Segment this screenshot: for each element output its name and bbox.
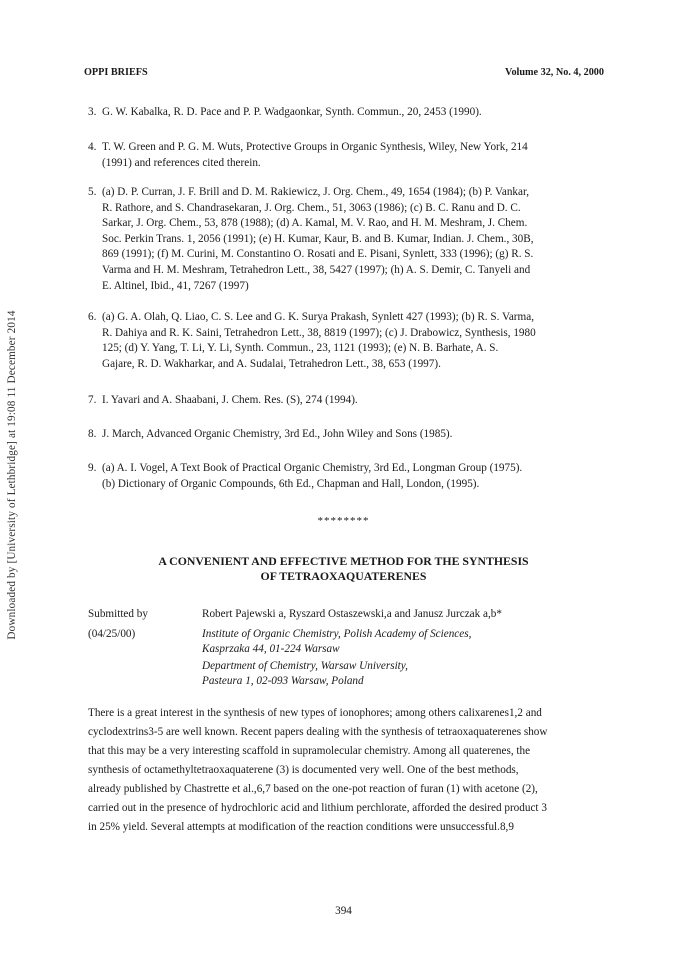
volume-info: Volume 32, No. 4, 2000 xyxy=(505,67,604,78)
article-body xyxy=(88,704,613,837)
reference-line: 869 (1991); (f) M. Curini, M. Constantino O. Rosati and E. Pisani, Synlett, 333 (1996); (g) R. S. xyxy=(102,248,534,261)
reference-line: (b) Dictionary of Organic Compounds, 6th Ed., Chapman and Hall, London, (1995). xyxy=(102,477,480,490)
affiliation-b xyxy=(202,659,408,688)
reference-line: R. Rathore, and S. Chandrasekaran, J. Org. Chem., 51, 3063 (1986); (c) B. C. Ranu and D. C. xyxy=(102,201,521,214)
reference-line: Gajare, R. D. Wakharkar, and A. Sudalai, Tetrahedron Lett., 38, 653 (1997). xyxy=(102,357,441,370)
author-list: Robert Pajewski a, Ryszard Ostaszewski,a and Janusz Jurczak a,b* xyxy=(202,608,502,620)
reference-number: 6. xyxy=(88,311,97,323)
page-number: 394 xyxy=(335,905,352,917)
journal-section: OPPI BRIEFS xyxy=(84,67,148,78)
affiliation-line: Institute of Organic Chemistry, Polish Academy of Sciences, xyxy=(202,628,472,640)
body-line: synthesis of octamethyltetraoxaquaterene (3) is documented very well. One of the best methods, xyxy=(88,764,519,776)
body-line: already published by Chastrette et al.,6,7 based on the one-pot reaction of furan (1) with acetone (2), xyxy=(88,783,538,795)
reference-line: (a) D. P. Curran, J. F. Brill and D. M. Rakiewicz, J. Org. Chem., 49, 1654 (1984); (b) P. Vankar, xyxy=(102,186,530,198)
reference-line: G. W. Kabalka, R. D. Pace and P. P. Wadgaonkar, Synth. Commun., 20, 2453 (1990). xyxy=(102,106,482,118)
reference-3 xyxy=(88,105,613,121)
reference-line: (a) G. A. Olah, Q. Liao, C. S. Lee and G. K. Surya Prakash, Synlett 427 (1993); (b) R. S. Varma, xyxy=(102,311,535,323)
submission-date: (04/25/00) xyxy=(88,628,136,640)
reference-line: (1991) and references cited therein. xyxy=(102,156,261,169)
section-separator: ******** xyxy=(317,515,370,527)
download-watermark xyxy=(4,310,20,640)
reference-number: 3. xyxy=(88,106,97,118)
reference-line: R. Dahiya and R. K. Saini, Tetrahedron Lett., 38, 8819 (1997); (c) J. Drabowicz, Synthesis, 1980 xyxy=(102,326,536,339)
body-line: There is a great interest in the synthesis of new types of ionophores; among others calixarenes1,2 and xyxy=(88,707,542,719)
reference-number: 7. xyxy=(88,394,97,406)
reference-number: 8. xyxy=(88,428,97,440)
reference-number: 4. xyxy=(88,141,97,153)
reference-6 xyxy=(88,310,613,372)
affiliation-line: Pasteura 1, 02-093 Warsaw, Poland xyxy=(202,674,364,687)
reference-line: (a) A. I. Vogel, A Text Book of Practical Organic Chemistry, 3rd Ed., Longman Group (1975). xyxy=(102,462,523,474)
affiliation-line: Department of Chemistry, Warsaw University, xyxy=(202,660,408,672)
title-line: OF TETRAOXAQUATERENES xyxy=(260,569,427,583)
article-title xyxy=(0,554,687,584)
reference-line: J. March, Advanced Organic Chemistry, 3rd Ed., John Wiley and Sons (1985). xyxy=(102,428,453,440)
body-line: in 25% yield. Several attempts at modification of the reaction conditions were unsuccessful.8,9 xyxy=(88,821,514,833)
reference-5 xyxy=(88,185,613,294)
title-line: A CONVENIENT AND EFFECTIVE METHOD FOR THE SYNTHESIS xyxy=(158,554,529,568)
reference-line: T. W. Green and P. G. M. Wuts, Protective Groups in Organic Synthesis, Wiley, New York, 214 xyxy=(102,141,528,153)
body-line: carried out in the presence of hydrochloric acid and lithium perchlorate, afforded the desired product 3 xyxy=(88,802,547,814)
download-notice: Downloaded by [University of Lethbridge] at 19:08 11 December 2014 xyxy=(6,310,18,640)
reference-line: Soc. Perkin Trans. 1, 2056 (1991); (e) H. Kumar, Kaur, B. and B. Kumar, Indian. J. Chem., 30B, xyxy=(102,232,534,245)
reference-8 xyxy=(88,427,613,443)
reference-line: Varma and H. M. Meshram, Tetrahedron Lett., 38, 5427 (1997); (h) A. S. Demir, C. Tanyeli and xyxy=(102,263,531,276)
submitted-label: Submitted by xyxy=(88,608,148,620)
body-line: that this may be a very interesting scaffold in supramolecular chemistry. Among all quaterenes, the xyxy=(88,745,531,757)
affiliation-a xyxy=(202,627,471,656)
reference-line: Sarkar, J. Org. Chem., 53, 878 (1988); (d) A. Kamal, M. V. Rao, and H. M. Meshram, J. Chem. xyxy=(102,217,528,230)
reference-line: E. Altinel, Ibid., 41, 7267 (1997) xyxy=(102,279,249,292)
reference-line: I. Yavari and A. Shaabani, J. Chem. Res. (S), 274 (1994). xyxy=(102,394,358,406)
affiliation-line: Kasprzaka 44, 01-224 Warsaw xyxy=(202,642,340,655)
reference-number: 9. xyxy=(88,462,97,474)
reference-line: 125; (d) Y. Yang, T. Li, Y. Li, Synth. Commun., 23, 1121 (1993); (e) N. B. Barhate, A. S. xyxy=(102,342,499,355)
reference-4 xyxy=(88,140,613,171)
body-line: cyclodextrins3-5 are well known. Recent papers dealing with the synthesis of tetraoxaquaterenes show xyxy=(88,726,548,738)
reference-9 xyxy=(88,461,613,492)
reference-number: 5. xyxy=(88,186,97,198)
reference-7 xyxy=(88,393,613,409)
